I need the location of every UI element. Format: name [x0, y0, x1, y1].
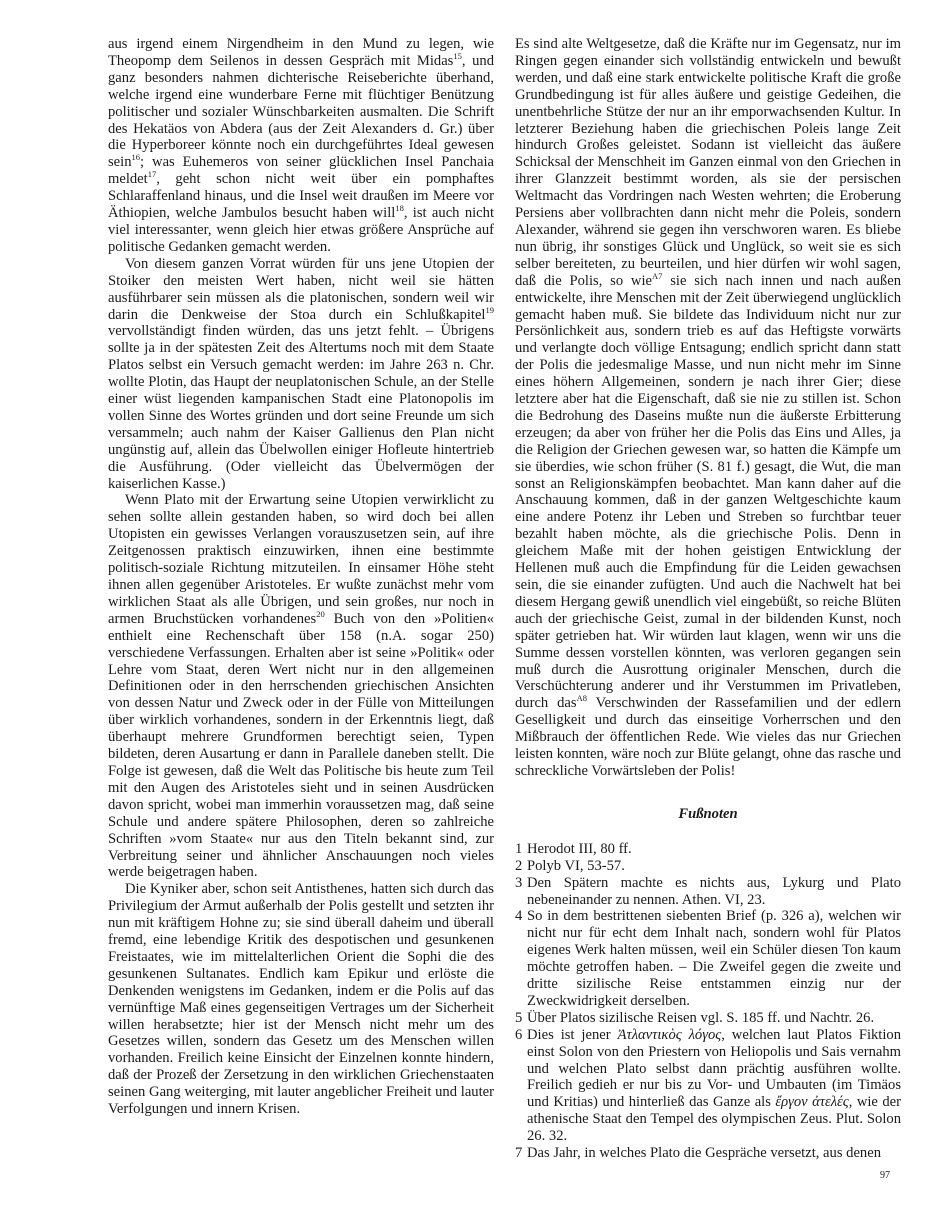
footnote: 7 Das Jahr, in welches Plato die Gespräche versetzt, aus denen [515, 1145, 881, 1162]
footnote: 3 Den Spätern machte es nichts aus, Lykurg und Plato nebeneinander zu nennen. Athen. VI, 23. [515, 874, 901, 908]
greek-phrase: ἔργον ἀτελές [775, 1094, 849, 1111]
note-ref[interactable]: A8 [576, 693, 587, 704]
footnote: 1 Herodot III, 80 ff. [515, 840, 632, 857]
footnote-number: 6 [515, 1026, 523, 1043]
footnote-number: 5 [515, 1009, 523, 1026]
paragraph: Die Kyniker aber, schon seit Antisthenes, hatten sich durch das Privilegium der Armut außerhalb der Polis gestellt und setzten ihr nun mit kräftigem Hohne zu; sie sind überall daheim und überall fremd, eine lebendige Kritik des despotischen und gesunkenen Freistaates, wie im mittelalterlichen Orient die Sophi die des gesunkenen Sultanates. Endlich kam Epikur und erlöste die Denkenden wenigstens im Gedanken, indem er die Polis auf das vernünftige Maß eines gegenseitigen Vertrages um der Sicherheit willen herabsetzte; hier ist der Mensch nicht mehr um des Gesetzes willen, sondern das Gesetz um des Menschen willen vorhanden. Freilich keine Einsicht der Einzelnen konnte hindern, daß der Prozeß der Zersetzung in den wirklichen Griechenstaaten seinen Gang weiterging, mit lauter angeblicher Freiheit und lauter Verfolgungen und innern Krisen. [108, 881, 494, 1118]
page-number: 97 [880, 1170, 890, 1181]
footnote-number: 7 [515, 1145, 523, 1162]
footnote-ref[interactable]: 18 [395, 203, 404, 214]
footnote-ref[interactable]: 19 [485, 304, 494, 315]
footnote: 5 Über Platos sizilische Reisen vgl. S. 185 ff. und Nachtr. 26. [515, 1009, 875, 1026]
footnote: 4 So in dem bestrittenen siebenten Brief (p. 326 a), welchen wir nicht nur für echt dem Inhalt nach, sondern wohl für Platos eigenes Werk halten müssen, weil ein Schüler diesen Ton kaum möchte getroffen haben. – Die Zweifel gegen die zweite und dritte sizilische Reise entstammen einzig nur der Zweckwidrigkeit derselben. [515, 908, 901, 1009]
footnotes-list [515, 841, 901, 1162]
footnote-number: 4 [515, 908, 523, 925]
paragraph: Wenn Plato mit der Erwartung seine Utopien verwirklicht zu sehen sollte allein gestanden haben, so wird doch bei allen Utopisten ein gewisses Verlangen vorauszusetzen sein, auf ihre Zeitgenossen praktisch einzuwirken, ihnen eine bestimmte politisch-soziale Richtung mitzuteilen. In einsamer Höhe steht ihnen allen gegenüber Aristoteles. Er wußte zunächst mehr vom wirklichen Staat als alle Übrigen, und sein großes, nur noch in armen Bruchstücken vorhandenes$^{20}$ Buch von den »Politien« enthielt eine Rechenschaft über 158 (n.A. sogar 250) verschiedene Verfassungen. Erhalten aber ist seine »Politik« oder Lehre vom Staat, deren Wert nicht nur in den allgemeinen Definitionen oder in den herrschenden griechischen Ansichten von dessen Natur und Zweck oder in der Fülle von Mitteilungen über wirklich vorhandenes, sondern in der Erkenntnis liegt, daß überhaupt mehrere Grundformen berechtigt seien, Typen bildeten, deren Ausartung er dann in Parallele daneben stellt. Die Folge ist gewesen, daß die Welt das Politische bis heute zum Teil mit den Augen des Aristoteles sieht und in seinen Ausdrücken davon spricht, wobei man immerhin voraussetzen mag, daß seine Schule und andere spätere Philosophen, deren so zahlreiche Schriften »vom Staate« nur aus den Titeln bekannt sind, zur Verbreitung seiner und ähnlicher Anschauungen noch vieles werde beigetragen haben. [108, 492, 494, 881]
footnote-ref[interactable]: 16 [131, 152, 141, 163]
right-column [515, 36, 901, 1162]
footnote-ref[interactable]: 20 [316, 608, 325, 619]
footnote-number: 2 [515, 857, 523, 874]
greek-phrase: Ἀτλαντικὸς λόγος [617, 1026, 722, 1043]
footnote: 6 Dies ist jener Ἀτλαντικὸς λόγος, welchen laut Platos Fiktion einst Solon von den Priestern von Heliopolis und Sais vernahm und welchen Plato selbst dann prächtig ausführen wollte. Freilich gedieh er nur bis zu Vor- und Umbauten (im Timäos und Kritias) und hinterließ das Ganze als ἔργον ἀτελές, wie der athenische Staat den Tempel des olympischen Zeus. Plut. Solon 26. 32. [515, 1026, 901, 1145]
paragraph: aus irgend einem Nirgendheim in den Mund zu legen, wie Theopomp dem Seilenos in dessen Gespräch mit Midas$^{15}$, und ganz besonders nahmen dichterische Reiseberichte überhand, welche irgend eine wunderbare Ferne mit flüchtiger Benützung politischer und sozialer Wünschbarkeiten ausmalten. Die Schrift des Hekatäos von Abdera (aus der Zeit Alexanders d. Gr.) über die Hyperboreer könnte noch ein durchgeführtes Ideal gewesen sein$^{16}$; was Euhemeros von seiner glücklichen Insel Panchaia meldet$^{17}$, geht schon nicht weit über ein pomphaftes Schlaraffenland hinaus, und die Insel weit draußen im Meere vor Äthiopien, welche Jambulos besucht haben will$^{18}$, ist auch nicht viel interessanter, wenn gleich hier etwas größere Ansprüche auf politische Gedanken gemacht werden. [108, 36, 495, 255]
paragraph: Es sind alte Weltgesetze, daß die Kräfte nur im Gegensatz, nur im Ringen gegen einander sich vollständig entwickeln und bewußt werden, und daß eine stark entwickelte politische Kraft die große Grundbedingung ist für alles äußere und geistige Gedeihen, die unentbehrliche Stütze der nur an ihr emporwachsenden Kultur. In letzterer Beziehung haben die griechischen Poleis lange Zeit hindurch Großes geleistet. Sodann ist vielleicht das äußere Schicksal der Menschheit im Ganzen einmal von den Griechen in ihrer Glanzzeit bestimmt worden, als sie der persischen Weltmacht das Vordringen nach Westen wehrten; die Eroberung Persiens aber vollbrachten dann nicht mehr die Poleis, sondern Alexander, während sie gegen ihn verschworen waren. Es bliebe nun übrig, ihr sonstiges Glück und Unglück, so weit sie es sich selber bereiteten, zu beurteilen, und hier dürfen wir wohl sagen, daß die Polis, so wie$^{A7}$ sie sich nach innen und nach außen entwickelte, ihre Menschen mit der Zeit überwiegend unglücklich gemacht haben muß. Sie bildete das Individuum nicht nur zur Persönlichkeit aus, sondern trieb es auf das Heftigste vorwärts und verlangte doch völlige Entsagung; endlich spricht dann statt der Polis die jedesmalige Masse, und nun nicht mehr im Sinne eines höhern Allgemeinen, sondern je nach ihrer Gier; diese letztere aber hat die Eigenschaft, daß sie nie zu stillen ist. Schon die Bedrohung des Daseins mußte nun die äußerste Erbitterung erzeugen; da aber von früher her die Polis das Eins und Alles, ja die Religion der Griechen gewesen war, so hatten die Kämpfe um sie überdies, wie schon früher (S. 81 f.) gesagt, die Wut, die man sonst an Religionskämpfen beobachtet. Man kann daher auf die Anschauung kommen, daß in der ganzen Weltgeschichte kaum eine andere Potenz ihr Leben und Streben so furchtbar teuer bezahlt haben möchte, als die griechische Polis. Denn in gleichem Maße mit der hohen geistigen Entwicklung der Hellenen muß auch die Empfindung für die Leiden gewachsen sein, die sie einander zufügten. Und auch die Nachwelt hat bei diesem Hergang gewiß unendlich viel eingebüßt, so reiche Blüten auch der griechische Geist, zumal in der bildenden Kunst, noch später getrieben hat. Wir würden laut klagen, wenn wir uns die Summe dessen vorstellen könnten, was verloren gegangen sein muß durch die Ausrottung originaler Menschen, durch die Verschüchterung anderer und ihr Verstummen im Privatleben, durch das$^{A8}$ Verschwinden der Rassefamilien und der edlern Geselligkeit und durch das einseitige Vorherrschen und den Mißbrauch der öffentlichen Rede. Wie vieles das nur Griechen leisten konnten, wäre noch zur Blüte gelangt, ohne das rasche und schreckliche Vorwärtsleben der Polis! [515, 36, 901, 779]
footnote-ref[interactable]: 17 [147, 169, 157, 180]
note-ref[interactable]: A7 [652, 270, 663, 281]
footnote-ref[interactable]: 15 [453, 51, 462, 62]
left-column [108, 36, 494, 1118]
footnote: 2 Polyb VI, 53-57. [515, 857, 625, 874]
footnote-number: 1 [515, 840, 523, 857]
footnote-number: 3 [515, 874, 523, 891]
footnotes-heading: Fußnoten [678, 805, 738, 822]
paragraph: Von diesem ganzen Vorrat würden für uns jene Utopien der Stoiker den meisten Wert haben, nicht weil sie hätten ausführbarer sein müssen als die platonischen, sondern weil wir darin die Denkweise der Stoa durch ein Schlußkapitel$^{19}$ vervollständigt finden würden, das uns jetzt fehlt. – Übrigens sollte ja in der spätesten Zeit des Altertums noch mit dem Staate Platos selbst ein Versuch gemacht werden: im Jahre 263 n. Chr. wollte Plotin, das Haupt der neuplatonischen Schule, an der Stelle einer wüst liegenden kampanischen Stadt eine Platonopolis im vollen Sinne des Wortes gründen und dort seine Freunde um sich versammeln; auch nahm der Kaiser Gallienus den Plan nicht ungünstig auf, allein das Übelwollen einiger Hofleute hintertrieb die Ausführung. (Oder vielleicht das Übelvermögen der kaiserlichen Kasse.) [108, 255, 494, 492]
